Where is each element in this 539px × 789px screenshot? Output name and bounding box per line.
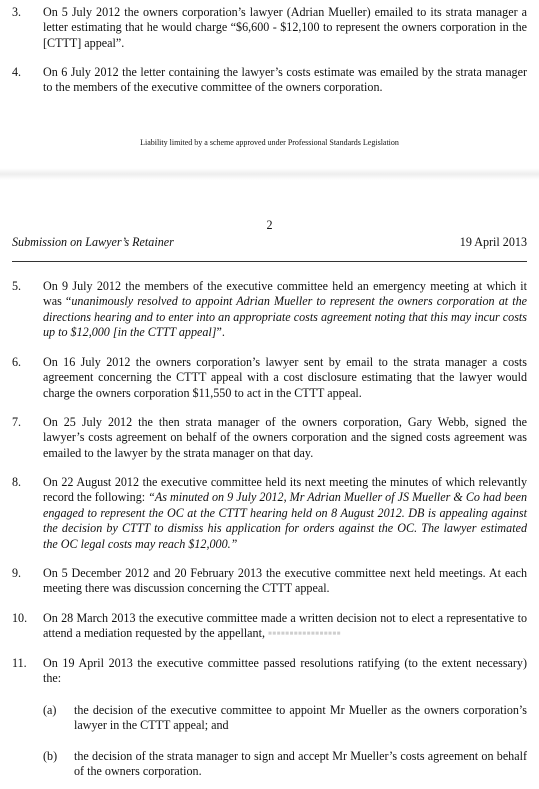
paragraph-text: On 6 July 2012 the letter containing the lawyer’s costs estimate was emailed by the strata manager to the members of the executive committee of the owners corporation. <box>43 65 527 95</box>
paragraph-7 <box>12 415 527 461</box>
document-date: 19 April 2013 <box>459 235 527 249</box>
redacted-text: ▪▪▪▪▪▪▪▪▪▪▪▪▪▪▪▪▪ <box>264 626 341 641</box>
text-segment: On 9 July 2012 the members of the executive committee held an emergency meeting at which it was “ <box>43 279 527 309</box>
paragraph-11 <box>12 656 527 687</box>
paragraph-5 <box>12 279 527 341</box>
subparagraph-a <box>43 703 527 734</box>
paragraph-number: 8. <box>12 475 22 489</box>
paragraph-text: On 5 July 2012 the owners corporation’s lawyer (Adrian Mueller) emailed to its strata manager a letter estimating that he would charge “$6,600 - $12,100 to represent the owners corporation in the [CTTT] appeal”. <box>43 5 527 50</box>
paragraph-6 <box>12 355 527 401</box>
paragraph-10 <box>12 611 527 642</box>
liability-footer: Liability limited by a scheme approved under Professional Standards Legislation <box>140 138 399 147</box>
paragraph-text: On 16 July 2012 the owners corporation’s lawyer sent by email to the strata manager a costs agreement concerning the CTTT appeal with a cost disclosure estimating that the lawyer would charge the owners corporation $11,550 to act in the CTTT appeal. <box>43 355 527 400</box>
text-segment: On 22 August 2012 the executive committee held its next meeting the minutes of which relevantly record the following: <box>43 475 527 505</box>
subparagraph-b <box>43 749 527 780</box>
text-segment: ”. <box>216 325 225 340</box>
paragraph-number: 5. <box>12 279 22 293</box>
paragraph-number: 3. <box>12 5 22 19</box>
paragraph-text <box>43 279 527 341</box>
paragraph-text: On 19 April 2013 the executive committee passed resolutions ratifying (to the extent necessary) the: <box>43 656 527 686</box>
paragraph-text: On 5 December 2012 and 20 February 2013 the executive committee next held meetings. At each meeting there was discussion concerning the CTTT appeal. <box>43 566 527 596</box>
paragraph-number: 11. <box>12 656 27 670</box>
paragraph-number: 9. <box>12 566 22 580</box>
paragraph-9 <box>12 566 527 597</box>
header-rule <box>12 261 527 262</box>
text-segment: On 28 March 2013 the executive committee made a written decision not to elect a representative to attend a mediation requested by the appellant, <box>43 611 527 641</box>
subparagraph-text: the decision of the executive committee to appoint Mr Mueller as the owners corporation’s lawyer in the CTTT appeal; and <box>74 703 527 733</box>
subparagraph-text: the decision of the strata manager to sign and accept Mr Mueller’s costs agreement on behalf of the owners corporation. <box>74 749 527 779</box>
page-2 <box>0 175 539 789</box>
paragraph-3 <box>12 5 527 51</box>
quoted-minutes: “As minuted on 9 July 2012, Mr Adrian Mueller of JS Mueller & Co had been engaged to represent the OC at the CTTT hearing held on 8 August 2012. DB is appealing against the decision by CTTT to dismiss his application for orders against the OC. The lawyer estimated the OC legal costs may reach $12,000.” <box>43 490 527 551</box>
paragraph-8 <box>12 475 527 552</box>
page-number: 2 <box>266 218 273 232</box>
subparagraph-letter: (a) <box>43 703 57 717</box>
paragraph-number: 6. <box>12 355 22 369</box>
paragraph-text <box>43 475 527 552</box>
paragraph-number: 10. <box>12 611 28 625</box>
paragraph-text: On 25 July 2012 the then strata manager of the owners corporation, Gary Webb, signed the lawyer’s costs agreement on behalf of the owners corporation and the signed costs agreement was emailed to the lawyer by the strata manager on that day. <box>43 415 527 460</box>
document-title: Submission on Lawyer’s Retainer <box>12 235 174 249</box>
previous-page-fragment <box>0 0 539 170</box>
quoted-resolution: unanimously resolved to appoint Adrian Mueller to represent the owners corporation at the directions hearing and to enter into an appropriate costs agreement noting that this may incur costs up to $12,000 [in the CTTT appeal] <box>43 294 528 340</box>
paragraph-number: 7. <box>12 415 22 429</box>
paragraph-number: 4. <box>12 65 22 79</box>
paragraph-4 <box>12 65 527 96</box>
paragraph-text <box>43 611 527 642</box>
subparagraph-letter: (b) <box>43 749 58 763</box>
